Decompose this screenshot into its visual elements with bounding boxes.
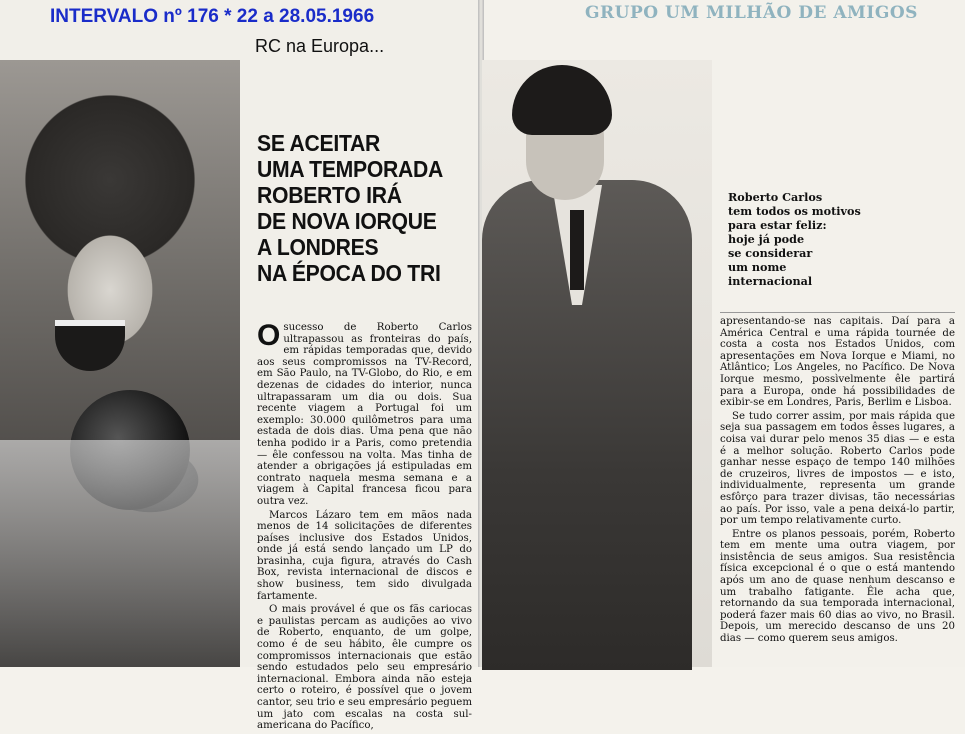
headline-line: UMA TEMPORADA [257, 156, 444, 182]
article-paragraph: Se tudo correr assim, por mais rápida que seja sua passagem em todos êsses lugares, a coisa vai durar pelo menos 35 dias — e esta é a melhor solução. Roberto Carlos pode ganhar nesse espaço de tempo 140 milhões de cruzeiros, livres de impostos — e isto, individualmente, representa um grande esfôrço para trazer divisas, tão necessárias ao país. Por isso, vale a pena deixá-lo partir, por um tempo relativamente curto. [720, 410, 955, 527]
singer-on-phone-photo [0, 60, 240, 667]
headline-line: NA ÉPOCA DO TRI [257, 260, 441, 286]
paragraph-text: sucesso de Roberto Carlos ultrapassou as fronteiras do país, em rápidas temporadas que, devido aos seus compromissos na TV-Record, em São Paulo, na TV-Globo, do Rio, e em dezenas de cidades do interior, nunca ultrapassaram um dia ou dois. Sua recente viagem a Portugal foi um exemplo: 30.000 quilômetros para uma estada de dois dias. Uma pena que não tenha podido ir a Paris, como pretendia — êle confessou na volta. Mas tinha de atender a obrigações já estipuladas em contrato naquela mesma semana e a viagem à Capital francesa ficou para outra vez. [257, 322, 472, 507]
photo-tie-detail [570, 210, 584, 290]
headline-line: DE NOVA IORQUE [257, 208, 437, 234]
section-kicker: RC na Europa... [255, 36, 385, 56]
caption-line: Roberto Carlos [728, 190, 823, 204]
drop-cap: O [257, 319, 281, 352]
singer-standing-photo [482, 60, 712, 667]
photo-mouth-detail [55, 320, 125, 371]
article-paragraph: Marcos Lázaro tem em mãos nada menos de 14 solicitações de diferentes países inclusive dos Estados Unidos, onde já está sendo lançado um LP do brasinha, cuja figura, através do Cash Box, revista internacional de discos e show business, tem sido divulgada fartamente. [257, 509, 472, 602]
headline-line: A LONDRES [257, 234, 379, 260]
caption-line: tem todos os motivos [728, 204, 861, 218]
article-headline [257, 130, 472, 286]
photo-shirt-area [0, 440, 240, 667]
right-article-column [720, 316, 955, 647]
headline-line: SE ACEITAR [257, 130, 381, 156]
article-paragraph: Entre os planos pessoais, porém, Roberto tem em mente uma outra viagem, por insistência de seus amigos. Sua resistência física excepcional é o que o está mantendo após um ano de quase nenhum descanso e um trabalho fatigante. Êle acha que, retornando da sua temporada internacional, poderá fazer mais 60 dias ao vivo, no Brasil. Depois, um merecido descanso de uns 20 dias — como querem seus amigos. [720, 528, 955, 645]
caption-line: um nome [728, 260, 787, 274]
caption-divider [720, 312, 955, 313]
caption-line: internacional [728, 274, 813, 288]
article-paragraph: O mais provável é que os fãs cariocas e paulistas percam as audições ao vivo de Roberto, enquanto, de um golpe, como é de seu hábito, êle cumpre os compromissos internacionais que estão sendo estudados pelo seu empresário internacional. Embora ainda não esteja certo o roteiro, é possível que o jovem cantor, seu trio e seu empresário peguem um jato com escalas na costa sul-americana do Pacífico, [257, 604, 473, 732]
photo-caption [728, 190, 888, 288]
issue-label: INTERVALO nº 176 * 22 a 28.05.1966 [50, 6, 375, 27]
caption-line: hoje já pode [728, 232, 805, 246]
article-paragraph [257, 319, 472, 508]
caption-line: se considerar [728, 246, 813, 260]
group-watermark: GRUPO UM MILHÃO DE AMIGOS [585, 3, 918, 23]
photo-hair-detail [512, 65, 612, 135]
headline-line: ROBERTO IRÁ [257, 182, 402, 208]
left-article-column [257, 319, 473, 734]
article-paragraph: apresentando-se nas capitais. Daí para a América Central e uma rápida tournée de costa a costa nos Estados Unidos, com apresentações em Nova Iorque e Miami, no Atlântico; Los Angeles, no Pacífico. De Nova Iorque mesmo, possìvelmente êle partirá para a Europa, onde há possibilidades de exibir-se em Londres, Paris, Berlim e Lisboa. [720, 316, 955, 409]
caption-line: para estar feliz: [728, 218, 827, 232]
